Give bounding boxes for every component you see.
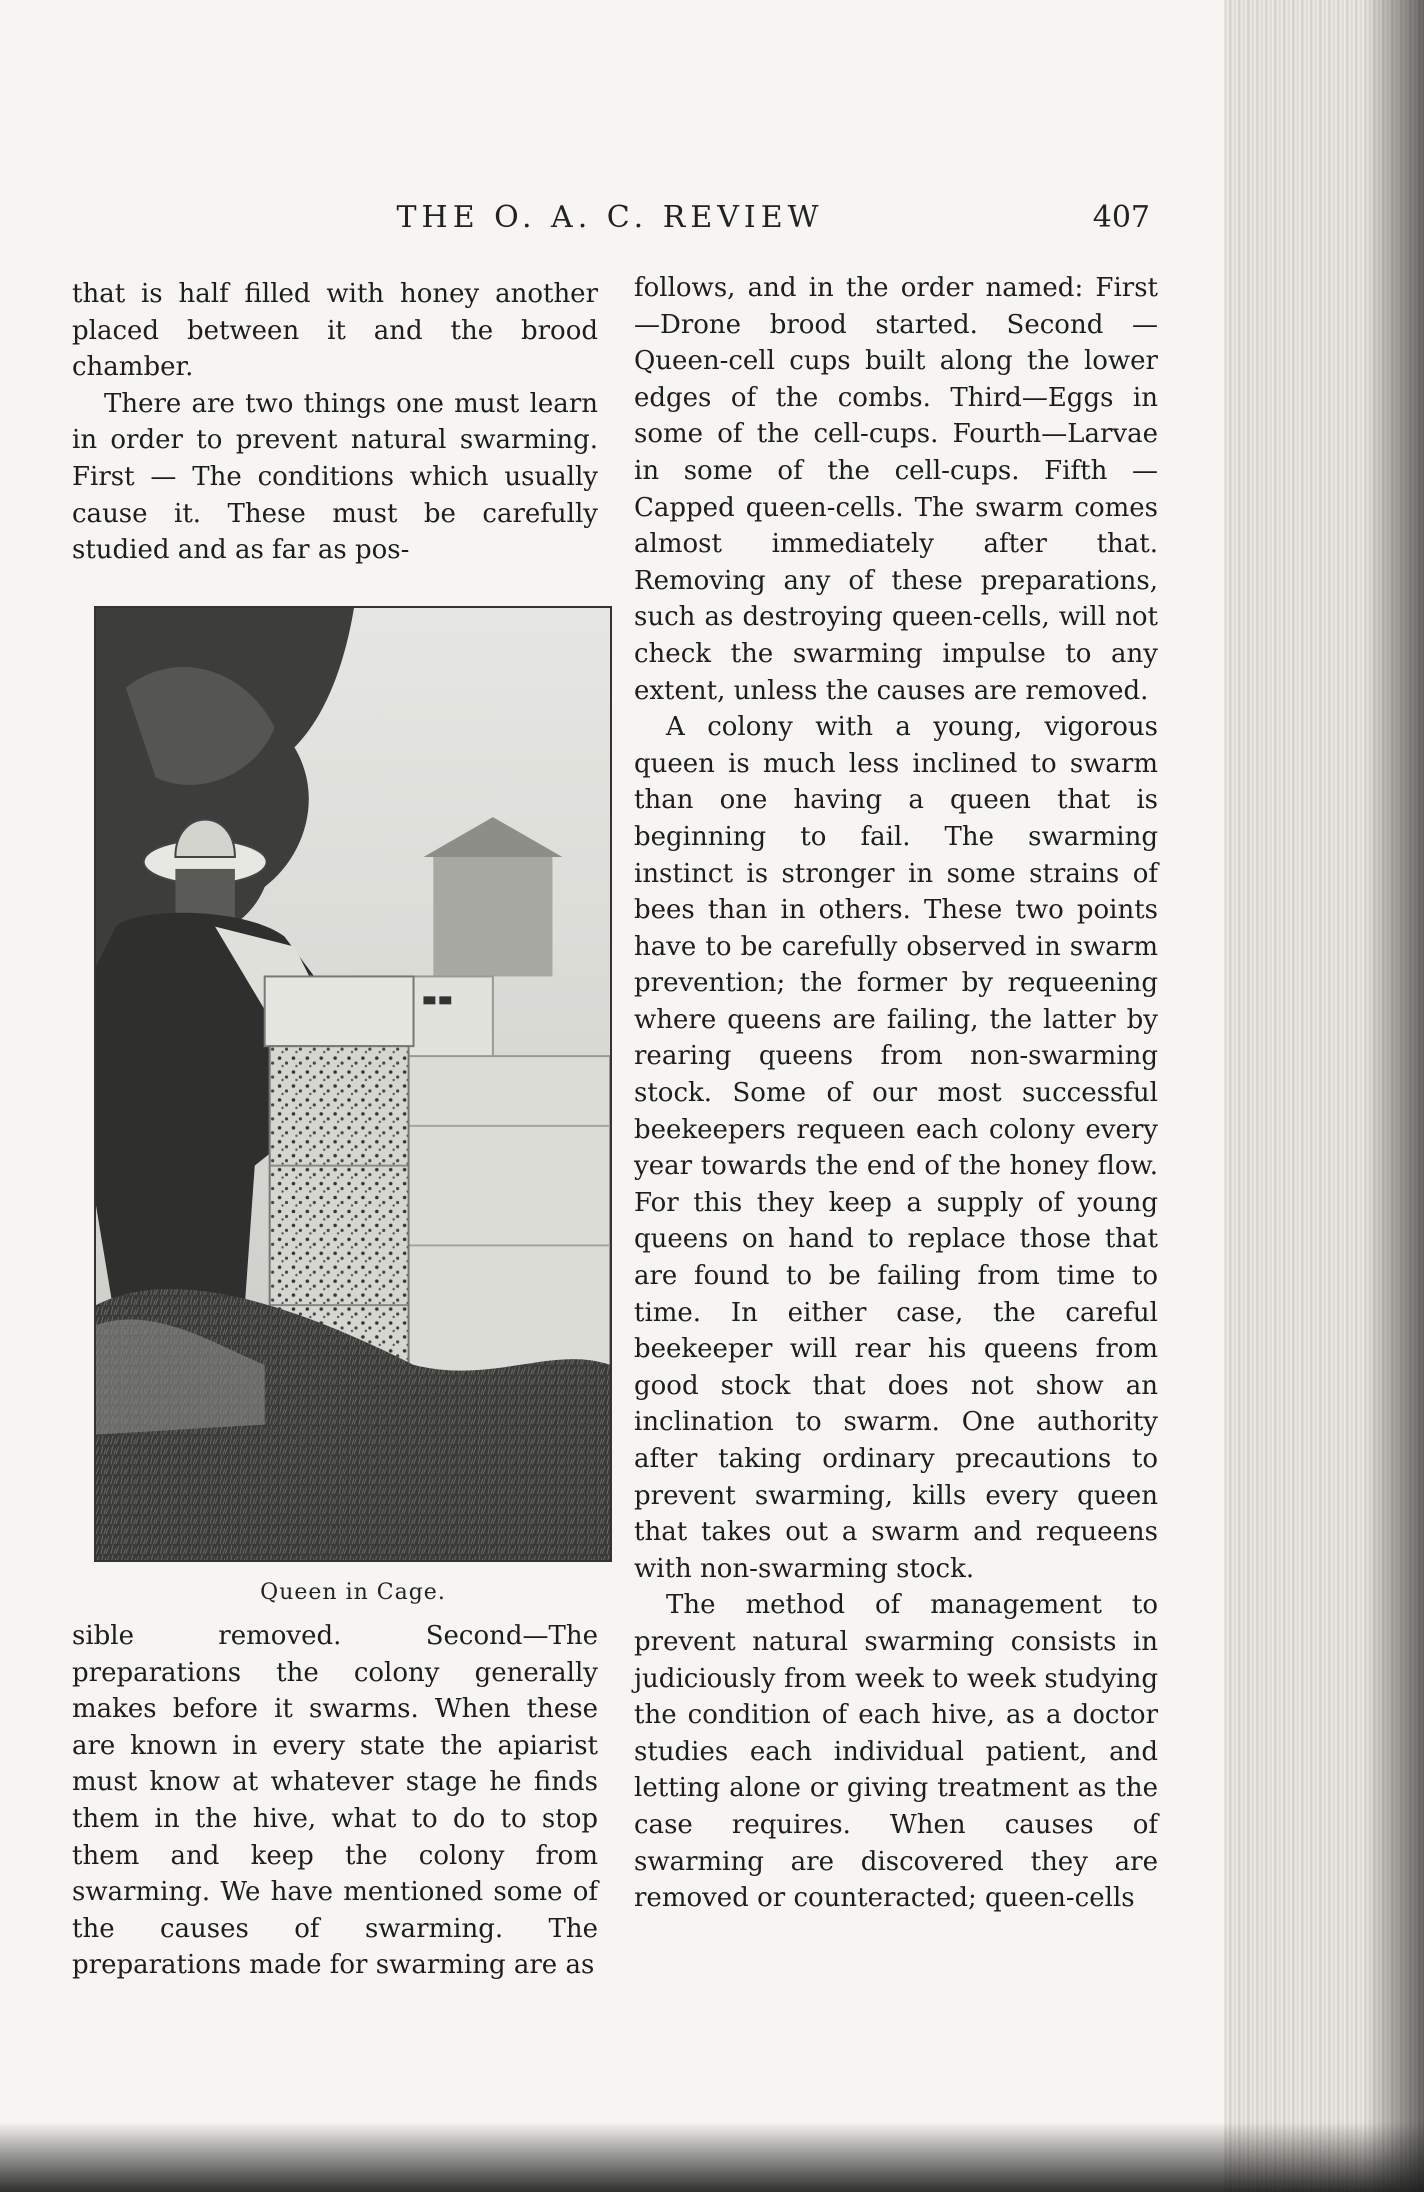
paragraph: sible removed. Second—The preparations the colony generally makes before it swarms. When these are known in every state the apiarist must know at whatever stage he finds them in the hive, what to do to stop them and keep the colony from swarming. We have mentioned some of the causes of swarming. The preparations made for swarming are as [72,1621,598,1981]
paragraph: There are two things one must learn in order to prevent natural swarming. First — The conditions which usually cause it. These must be carefully studied and as far as pos- [72,388,598,566]
page-edges [1224,0,1424,2192]
paragraph: A colony with a young, vigorous queen is much less inclined to swarm than one having a queen that is beginning to fail. The swarming instinct is stronger in some strains of bees than in others. These two points have to be carefully observed in swarm prevention; the former by requeening where queens are failing, the latter by rearing queens from non-swarming stock. Some of our most successful beekeepers requeen each colony every year towards the end of the honey flow. For this they keep a supply of young queens on hand to replace those that are found to be failing from time to time. In either case, the careful beekeeper will rear his queens from good stock that does not show an inclination to swarm. One authority after taking ordinary precautions to prevent swarming, kills every queen that takes out a swarm and requeens with non-swarming stock. [634,712,1158,1584]
paragraph: The method of management to prevent natural swarming consists in judiciously from week to week studying the condition of each hive, as a doctor studies each individual patient, and letting alone or giving treatment as the case requires. When causes of swarming are discovered they are removed or counteracted; queen-cells [634,1590,1158,1914]
right-column [634,270,1158,1917]
left-column-top [72,276,598,569]
page-number: 407 [1092,200,1150,235]
beekeeper-photo [94,606,612,1562]
page-header [70,200,1150,250]
photo-illustration [96,608,610,1560]
left-column-bottom [72,1618,598,1984]
figure-caption: Queen in Cage. [260,1580,446,1605]
running-title: THE O. A. C. REVIEW [396,200,824,235]
paragraph: that is half filled with honey another placed between it and the brood chamber. [72,279,598,383]
paragraph: follows, and in the order named: First—Drone brood started. Second —Queen-cell cups built along the lower edges of the combs. Third—Eggs in some of the cell-cups. Fourth—Larvae in some of the cell-cups. Fifth — Capped queen-cells. The swarm comes almost immediately after that. Removing any of these preparations, such as destroying queen-cells, will not check the swarming impulse to any extent, unless the causes are removed. [634,273,1158,706]
bottom-shadow [0,2122,1424,2192]
